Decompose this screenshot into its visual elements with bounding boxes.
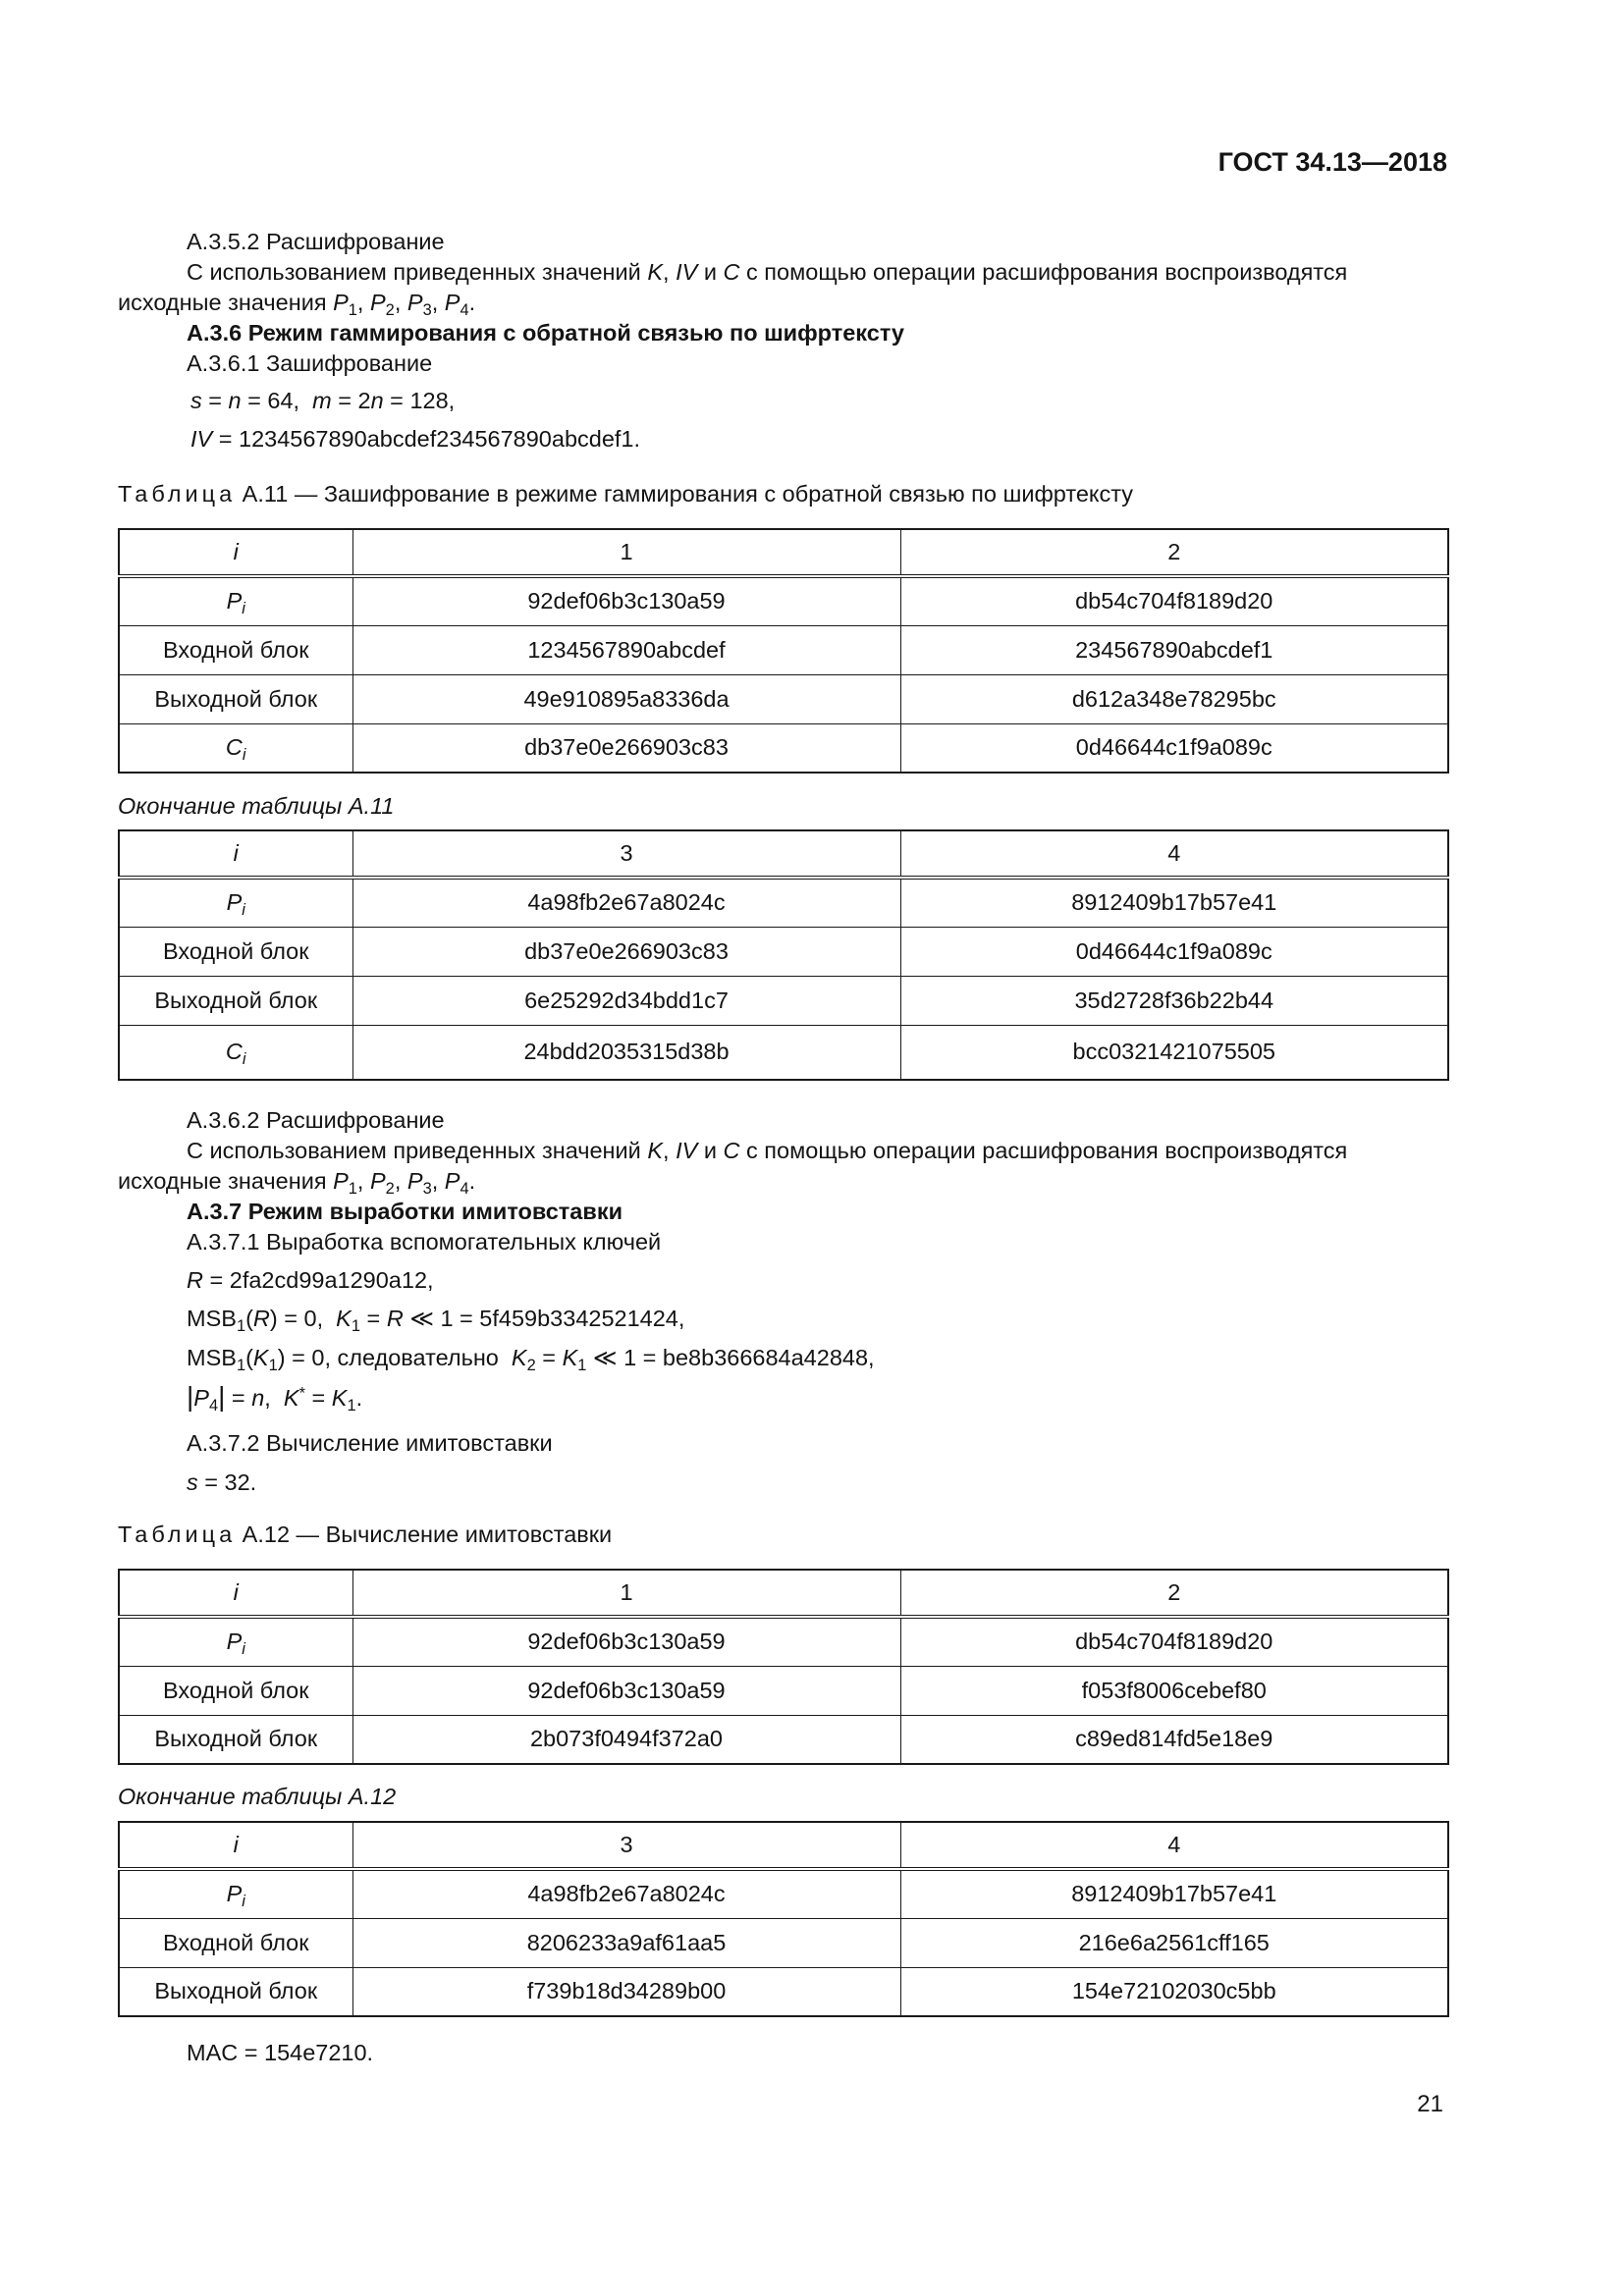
table-cell: 49e910895a8336da — [352, 674, 900, 723]
table-cell: f739b18d34289b00 — [352, 1967, 900, 2016]
table-a12-cont-caption: Окончание таблицы А.12 — [118, 1784, 397, 1809]
section-a362-heading: А.3.6.2 Расшифрование — [187, 1107, 445, 1133]
section-a362-text: С использованием приведенных значений K, IV и C с помощью операции расшифрования воспроизводятся — [187, 1138, 1348, 1163]
row-label: Входной блок — [119, 1666, 352, 1715]
table-cell: 24bdd2035315d38b — [352, 1025, 900, 1080]
table-header-row — [119, 1822, 1448, 1869]
table-cell: 35d2728f36b22b44 — [900, 976, 1448, 1025]
header-cell: 2 — [900, 1570, 1448, 1617]
table-row — [119, 1967, 1448, 2016]
header-cell: 2 — [900, 529, 1448, 576]
formula-k1: $MSB_1(R) = 0$, $K_1 = R$ ≪ 1 = 5f459b3342521424, — [187, 1306, 685, 1335]
section-a352-text-cont: исходные значения $P_1$, $P_2$, $P_3$, $P_4$. — [118, 290, 476, 319]
row-label: Входной блок — [119, 625, 352, 674]
table-cell: 8206233a9af61aa5 — [352, 1918, 900, 1967]
table-row — [119, 1666, 1448, 1715]
section-a37-heading: А.3.7 Режим выработки имитовставки — [187, 1199, 623, 1224]
table-cell: d612a348e78295bc — [900, 674, 1448, 723]
formula-r: R = 2fa2cd99a1290a12, — [187, 1267, 434, 1293]
table-cell: 6e25292d34bdd1c7 — [352, 976, 900, 1025]
table-a11 — [118, 528, 1449, 774]
table-cell: 92def06b3c130a59 — [352, 1666, 900, 1715]
table-cell: f053f8006cebef80 — [900, 1666, 1448, 1715]
table-row — [119, 674, 1448, 723]
section-a352-text: С использованием приведенных значений K, IV и C с помощью операции расшифрования воспроизводятся — [187, 259, 1348, 285]
table-row — [119, 927, 1448, 976]
table-header-row — [119, 830, 1448, 878]
table-row — [119, 1025, 1448, 1080]
table-row — [119, 1869, 1448, 1918]
header-cell: 3 — [352, 830, 900, 878]
header-cell: i — [119, 529, 352, 576]
page-number: 21 — [1417, 2091, 1443, 2117]
table-row — [119, 1918, 1448, 1967]
header-cell: 1 — [352, 1570, 900, 1617]
table-cell: 4a98fb2e67a8024c — [352, 1869, 900, 1918]
header-cell: i — [119, 830, 352, 878]
formula-k2: $MSB_1(K_1) = 0$, следовательно $K_2 = K_1$ ≪ 1 = be8b366684a42848, — [187, 1345, 875, 1374]
section-a36-heading: А.3.6 Режим гаммирования с обратной связью по шифртексту — [187, 320, 904, 346]
row-label: Выходной блок — [119, 976, 352, 1025]
section-a352-heading: А.3.5.2 Расшифрование — [187, 229, 445, 254]
section-a362-text-cont: исходные значения $P_1$, $P_2$, $P_3$, $P_4$. — [118, 1168, 476, 1198]
row-label: Входной блок — [119, 927, 352, 976]
row-label: Выходной блок — [119, 674, 352, 723]
table-cell: db37e0e266903c83 — [352, 927, 900, 976]
mac-result: MAC = 154e7210. — [187, 2040, 374, 2065]
row-label: $C_i$ — [119, 723, 352, 773]
table-a12-caption: Таблица А.12 — Вычисление имитовставки — [118, 1522, 613, 1547]
table-cell: db54c704f8189d20 — [900, 576, 1448, 625]
table-cell: 4a98fb2e67a8024c — [352, 878, 900, 927]
table-cell: c89ed814fd5e18e9 — [900, 1715, 1448, 1764]
table-a11-continuation — [118, 829, 1449, 1081]
table-header-row — [119, 1570, 1448, 1617]
table-a11-cont-caption: Окончание таблицы А.11 — [118, 793, 395, 819]
row-label: $P_i$ — [119, 1617, 352, 1666]
header-cell: i — [119, 1822, 352, 1869]
table-row — [119, 625, 1448, 674]
table-cell: 0d46644c1f9a089c — [900, 927, 1448, 976]
formula-s-32: s = 32. — [187, 1469, 257, 1495]
formula-p4-length: $|P_4| = n$, $K^* = K_1$. — [187, 1381, 363, 1415]
header-cell: 1 — [352, 529, 900, 576]
table-a12 — [118, 1569, 1449, 1765]
table-header-row — [119, 529, 1448, 576]
table-row — [119, 576, 1448, 625]
row-label: $P_i$ — [119, 576, 352, 625]
document-id: ГОСТ 34.13—2018 — [1218, 147, 1447, 177]
table-cell: 8912409b17b57e41 — [900, 1869, 1448, 1918]
table-cell: 216e6a2561cff165 — [900, 1918, 1448, 1967]
table-a12-continuation — [118, 1821, 1449, 2017]
section-a361-heading: А.3.6.1 Зашифрование — [187, 350, 433, 376]
table-row — [119, 723, 1448, 773]
table-cell: 234567890abcdef1 — [900, 625, 1448, 674]
table-row — [119, 976, 1448, 1025]
header-cell: 4 — [900, 1822, 1448, 1869]
table-cell: 92def06b3c130a59 — [352, 1617, 900, 1666]
table-cell: bcc0321421075505 — [900, 1025, 1448, 1080]
section-a371-heading: А.3.7.1 Выработка вспомогательных ключей — [187, 1229, 662, 1255]
table-row — [119, 1715, 1448, 1764]
row-label: Выходной блок — [119, 1715, 352, 1764]
header-cell: 3 — [352, 1822, 900, 1869]
table-cell: 0d46644c1f9a089c — [900, 723, 1448, 773]
table-cell: 154e72102030c5bb — [900, 1967, 1448, 2016]
section-a372-heading: А.3.7.2 Вычисление имитовставки — [187, 1430, 553, 1456]
table-cell: db54c704f8189d20 — [900, 1617, 1448, 1666]
row-label: Входной блок — [119, 1918, 352, 1967]
header-cell: 4 — [900, 830, 1448, 878]
row-label: Выходной блок — [119, 1967, 352, 2016]
table-a11-caption: Таблица А.11 — Зашифрование в режиме гаммирования с обратной связью по шифртексту — [118, 481, 1133, 507]
table-row — [119, 1617, 1448, 1666]
table-cell: 2b073f0494f372a0 — [352, 1715, 900, 1764]
table-cell: db37e0e266903c83 — [352, 723, 900, 773]
table-row — [119, 878, 1448, 927]
table-cell: 1234567890abcdef — [352, 625, 900, 674]
header-cell: i — [119, 1570, 352, 1617]
row-label: $C_i$ — [119, 1025, 352, 1080]
row-label: $P_i$ — [119, 1869, 352, 1918]
row-label: $P_i$ — [119, 878, 352, 927]
table-cell: 92def06b3c130a59 — [352, 576, 900, 625]
formula-iv: IV = 1234567890abcdef234567890abcdef1. — [190, 426, 641, 452]
formula-s-n-m: s = n = 64, m = 2n = 128, — [190, 388, 456, 413]
table-cell: 8912409b17b57e41 — [900, 878, 1448, 927]
